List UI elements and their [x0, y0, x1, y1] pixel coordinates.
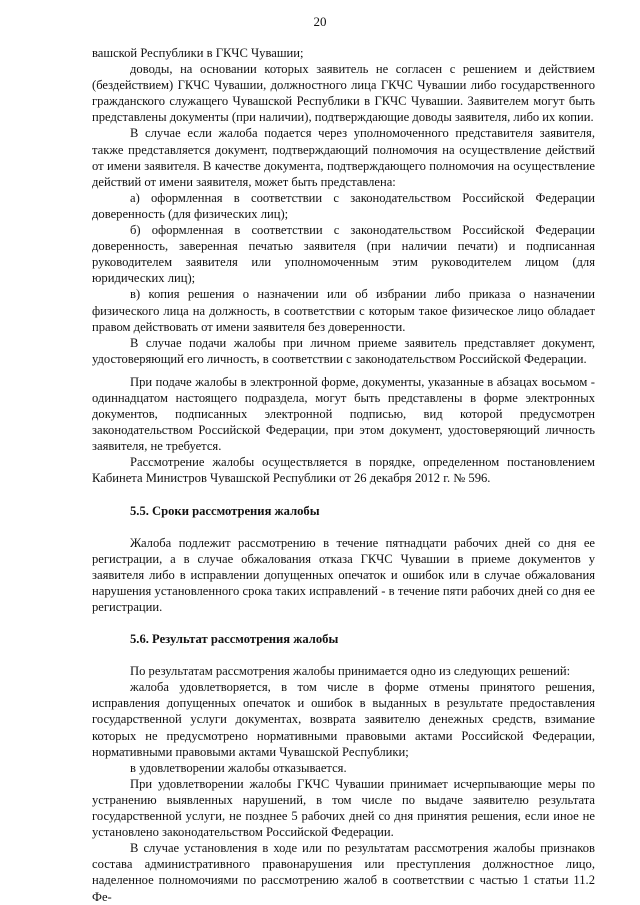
spacer [92, 487, 595, 503]
paragraph: В случае установления в ходе или по результатам рассмотрения жалобы признаков состава административного правонарушения или преступления должностное лицо, наделенное полномочиями по рассмотрению жалоб в соответствии с частью 1 статьи 11.2 Фе- [92, 841, 595, 904]
paragraph: По результатам рассмотрения жалобы принимается одно из следующих решений: [130, 664, 571, 679]
spacer [92, 367, 595, 374]
paragraph: Жалоба подлежит рассмотрению в течение пятнадцати рабочих дней со дня ее регистрации, а в случае обжалования отказа ГКЧС Чувашии в приеме документов у заявителя либо в исправлении допущенных опечаток и ошибок или в случае обжалования нарушения установленного срока таких исправлений - в течение пяти рабочих дней со дня ее регистрации. [92, 535, 595, 614]
paragraph: При удовлетворении жалобы ГКЧС Чувашии принимает исчерпывающие меры по устранению выявленных нарушений, в том числе по выдаче заявителю результата государственной услуги, не позднее 5 рабочих дней со дня принятия решения, если иное не установлено законодательством Российской Федерации. [92, 776, 595, 840]
paragraph: в) копия решения о назначении или об избрании либо приказа о назначении физического лица на должность, в соответствии с которым такое физическое лицо обладает правом действовать от имени заявителя без доверенности. [92, 287, 595, 334]
paragraph: жалоба удовлетворяется, в том числе в форме отмены принятого решения, исправления допущенных опечаток и ошибок в выданных в результате предоставления государственной услуги документах, возврата заявителю денежных средств, взимание которых не предусмотрено нормативными правовыми актами Российской Федерации, нормативными правовыми актами Чувашской Республики; [92, 680, 595, 759]
paragraph: Рассмотрение жалобы осуществляется в порядке, определенном постановлением Кабинета Министров Чувашской Республики от 26 декабря 2012 г. № 596. [92, 455, 595, 486]
paragraph: В случае если жалоба подается через уполномоченного представителя заявителя, также представляется документ, подтверждающий полномочия на осуществление действий от имени заявителя. В качестве документа, подтверждающего полномочия на осуществление действий от имени заявителя, может быть представлена: [92, 126, 595, 189]
paragraph: б) оформленная в соответствии с законодательством Российской Федерации доверенность, заверенная печатью заявителя (при наличии печати) и подписанная руководителем заявителя или уполномоченным этим руководителем лицом (для юридических лиц); [92, 223, 595, 286]
paragraph: При подаче жалобы в электронной форме, документы, указанные в абзацах восьмом - одиннадцатом настоящего подраздела, могут быть представлены в форме электронных документов, подписанных электронной подписью, вид которой предусмотрен законодательством Российской Федерации, при этом документ, удостоверяющий личность заявителя, не требуется. [92, 374, 595, 454]
paragraph: В случае подачи жалобы при личном приеме заявитель представляет документ, удостоверяющий его личность, в соответствии с законодательством Российской Федерации. [92, 335, 595, 366]
paragraph: вашской Республики в ГКЧС Чувашии; [92, 46, 304, 60]
page-number: 20 [313, 14, 327, 29]
paragraph: в удовлетворении жалобы отказывается. [130, 760, 347, 775]
spacer [92, 647, 595, 663]
section-heading: 5.5. Сроки рассмотрения жалобы [130, 503, 320, 518]
document-body [92, 45, 595, 905]
section-heading: 5.6. Результат рассмотрения жалобы [130, 632, 339, 647]
paragraph: доводы, на основании которых заявитель не согласен с решением и действием (бездействием) ГКЧС Чувашии, должностного лица ГКЧС Чувашии либо государственного гражданского служащего Чувашской Республики в ГКЧС Чувашии. Заявителем могут быть представлены документы (при наличии), подтверждающие доводы заявителя, либо их копии. [92, 62, 595, 125]
paragraph: а) оформленная в соответствии с законодательством Российской Федерации доверенность (для физических лиц); [92, 190, 595, 221]
spacer [92, 519, 595, 535]
spacer [92, 615, 595, 631]
